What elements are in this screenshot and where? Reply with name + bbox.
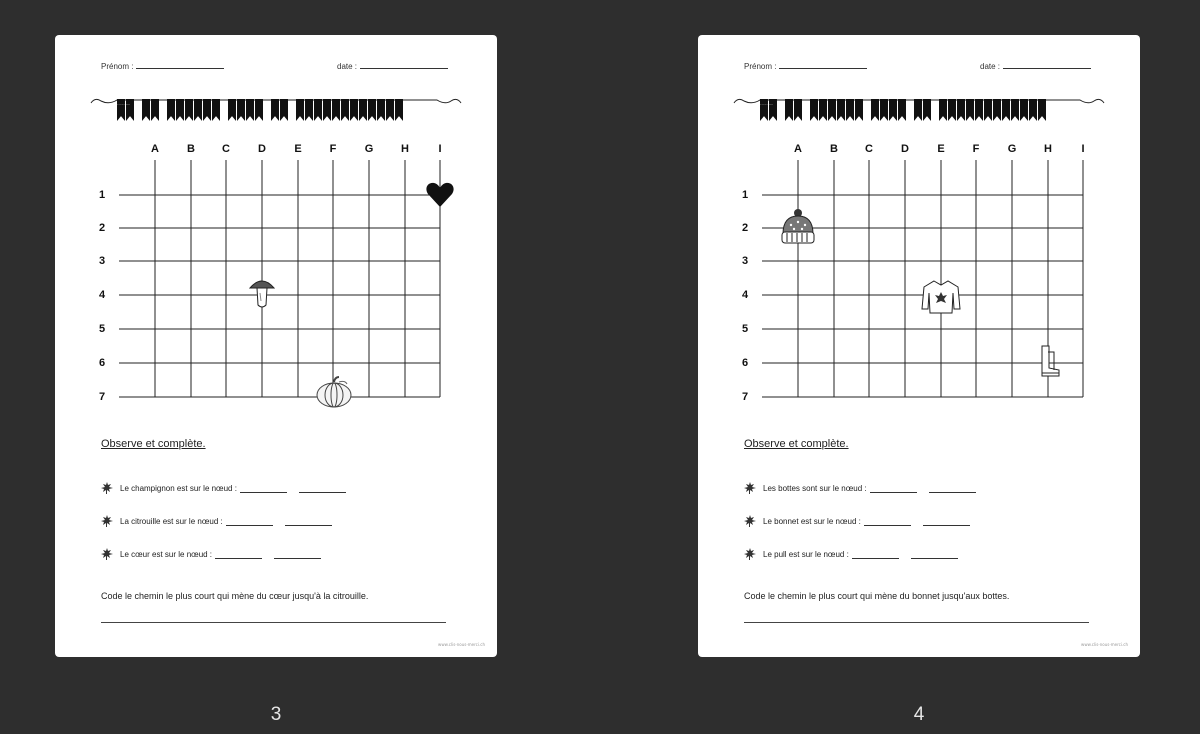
question-item: [744, 548, 958, 560]
column-label: I: [1081, 143, 1085, 155]
instruction-heading: Observe et complète.: [101, 438, 206, 450]
row-label: 3: [99, 255, 106, 267]
row-label: 6: [99, 357, 106, 369]
column-label: G: [364, 143, 374, 155]
row-label: 2: [742, 222, 749, 234]
page-number: 3: [270, 704, 282, 725]
column-label: H: [401, 143, 409, 155]
leaf-icon: [744, 515, 756, 527]
mushroom-icon: [246, 275, 278, 311]
column-label: E: [294, 143, 302, 155]
row-label: 4: [99, 289, 106, 301]
row-label: 6: [742, 357, 749, 369]
question-item: [101, 515, 332, 527]
code-instruction: Code le chemin le plus court qui mène du bonnet jusqu'aux bottes.: [744, 591, 1010, 601]
question-text: Les bottes sont sur le nœud :: [763, 483, 867, 493]
column-label: C: [865, 143, 873, 155]
worksheet-page[interactable]: [55, 35, 497, 657]
question-item: [744, 482, 976, 494]
column-label: C: [222, 143, 230, 155]
question-text: Le champignon est sur le nœud :: [120, 483, 237, 493]
answer-blank[interactable]: [911, 550, 958, 559]
question-item: [744, 515, 970, 527]
question-text: La citrouille est sur le nœud :: [120, 516, 223, 526]
answer-blank[interactable]: [285, 517, 332, 526]
heart-icon: [424, 180, 456, 210]
row-label: 2: [99, 222, 106, 234]
question-text: Le bonnet est sur le nœud :: [763, 516, 861, 526]
row-label: 5: [99, 323, 106, 335]
leaf-icon: [744, 482, 756, 494]
answer-blank[interactable]: [274, 550, 321, 559]
answer-blank[interactable]: [852, 550, 899, 559]
column-label: B: [187, 143, 195, 155]
row-label: 5: [742, 323, 749, 335]
row-label: 1: [742, 189, 749, 201]
name-label: Prénom :: [101, 62, 134, 71]
column-label: D: [258, 143, 266, 155]
column-label: D: [901, 143, 909, 155]
column-label: G: [1007, 143, 1017, 155]
answer-blank[interactable]: [923, 517, 970, 526]
question-text: Le pull est sur le nœud :: [763, 549, 849, 559]
column-label: H: [1044, 143, 1052, 155]
answer-blank[interactable]: [226, 517, 273, 526]
row-label: 4: [742, 289, 749, 301]
column-label: E: [937, 143, 945, 155]
column-label: B: [830, 143, 838, 155]
worksheet-page[interactable]: [698, 35, 1140, 657]
column-label: F: [972, 143, 980, 155]
row-label: 7: [742, 391, 749, 403]
answer-blank[interactable]: [299, 484, 346, 493]
row-label: 3: [742, 255, 749, 267]
code-instruction: Code le chemin le plus court qui mène du cœur jusqu'à la citrouille.: [101, 591, 369, 601]
pumpkin-icon: [315, 375, 353, 409]
page-title: Se repérer sur un quadrillage: [117, 105, 130, 106]
column-label: F: [329, 143, 337, 155]
question-item: [101, 482, 346, 494]
page-number: 4: [913, 704, 925, 725]
name-label: Prénom :: [744, 62, 777, 71]
answer-blank[interactable]: [240, 484, 287, 493]
date-label: date :: [337, 62, 358, 71]
question-item: [101, 548, 321, 560]
column-label: A: [794, 143, 802, 155]
column-label: I: [438, 143, 442, 155]
row-label: 7: [99, 391, 106, 403]
date-label: date :: [980, 62, 1001, 71]
instruction-heading: Observe et complète.: [744, 438, 849, 450]
answer-blank[interactable]: [864, 517, 911, 526]
code-answer-line[interactable]: [744, 622, 1089, 623]
footer-credit: www.clis-nous-merci.ch: [1081, 642, 1128, 647]
answer-blank[interactable]: [929, 484, 976, 493]
leaf-icon: [744, 548, 756, 560]
boots-icon: [1036, 343, 1064, 381]
answer-blank[interactable]: [215, 550, 262, 559]
footer-credit: www.clis-nous-merci.ch: [438, 642, 485, 647]
code-answer-line[interactable]: [101, 622, 446, 623]
question-text: Le cœur est sur le nœud :: [120, 549, 213, 559]
row-label: 1: [99, 189, 106, 201]
beanie-icon: [778, 207, 818, 247]
leaf-icon: [101, 482, 113, 494]
leaf-icon: [101, 548, 113, 560]
leaf-icon: [101, 515, 113, 527]
column-label: A: [151, 143, 159, 155]
coordinate-grid: [55, 35, 497, 435]
sweater-icon: [920, 278, 962, 316]
answer-blank[interactable]: [870, 484, 917, 493]
page-title: Se repérer sur un quadrillage: [760, 105, 773, 106]
coordinate-grid: [698, 35, 1140, 435]
